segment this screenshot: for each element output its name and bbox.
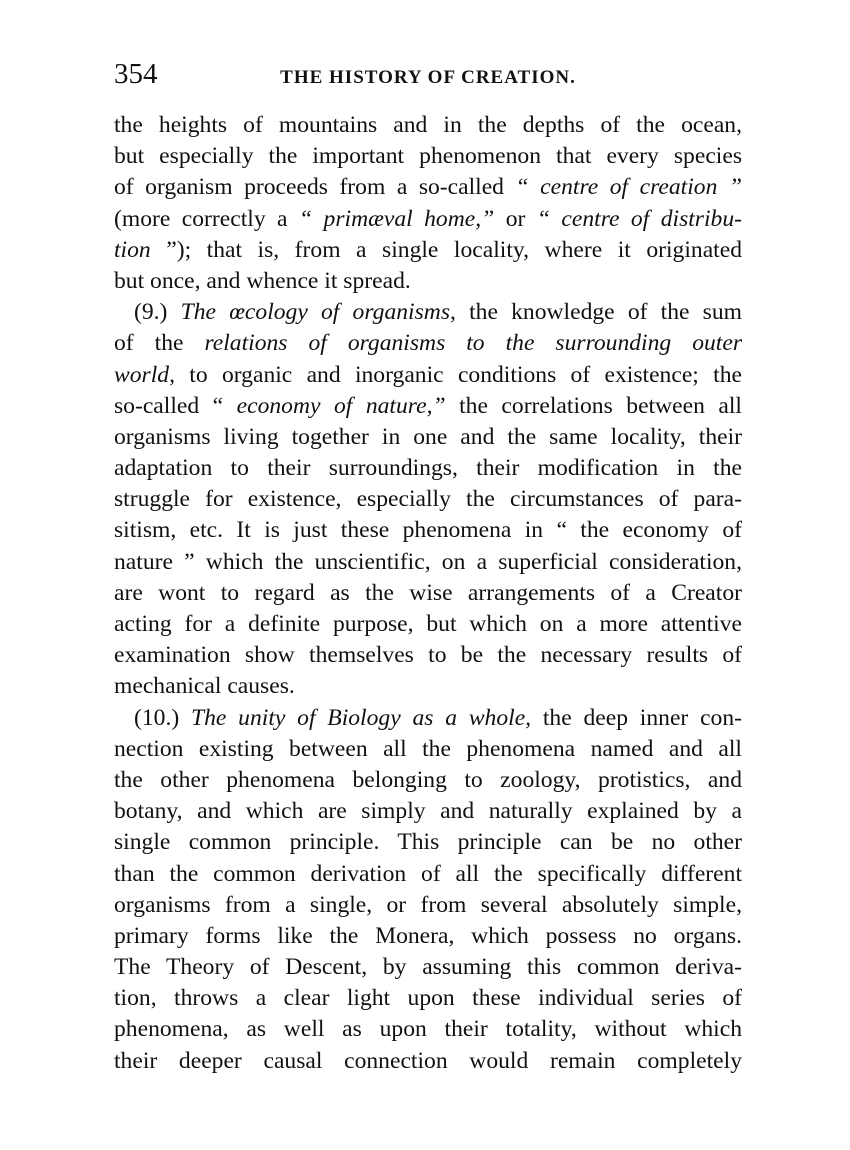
text-run: phenomena, as well as upon their totality, without which	[114, 1016, 742, 1043]
text-run: organisms from a single, or from several absolutely simple,	[114, 891, 742, 918]
text-run: mechanical causes.	[114, 673, 295, 700]
text-line	[114, 609, 742, 640]
text-line	[114, 266, 742, 297]
text-run: the correlations between all	[445, 392, 742, 419]
italic-text: “ primæval home,”	[298, 205, 495, 232]
text-run: adaptation to their surroundings, their modification in the	[114, 455, 742, 482]
text-run: primary forms like the Monera, which possess no organs.	[114, 922, 742, 949]
text-run: than the common derivation of all the specifically different	[114, 860, 742, 887]
text-line	[114, 671, 742, 702]
text-line	[114, 391, 742, 422]
text-run: sitism, etc. It is just these phenomena in “ the economy of	[114, 517, 742, 544]
text-run: single common principle. This principle can be no other	[114, 829, 742, 856]
text-run: struggle for existence, especially the circumstances of para-	[114, 486, 742, 513]
running-head: THE HISTORY OF CREATION.	[280, 67, 576, 88]
italic-text: relations of organisms to the surrounding outer	[204, 330, 742, 357]
italic-text: world,	[114, 361, 175, 388]
text-line	[114, 172, 742, 203]
text-line	[114, 765, 742, 796]
italic-text: “ centre of creation ”	[515, 174, 743, 201]
body-text	[114, 110, 742, 1077]
text-run: organisms living together in one and the same locality, their	[114, 423, 742, 450]
book-page	[114, 58, 742, 1077]
text-line	[114, 952, 742, 983]
text-run: but especially the important phenomenon that every species	[114, 143, 742, 170]
page-number: 354	[114, 58, 158, 90]
text-run: nature ” which the unscientific, on a superficial consideration,	[114, 548, 742, 575]
text-run: tion, throws a clear light upon these individual series of	[114, 985, 742, 1012]
text-line	[114, 328, 742, 359]
text-run: nection existing between all the phenomena named and all	[114, 735, 742, 762]
text-line	[114, 547, 742, 578]
text-run: or	[494, 205, 537, 232]
text-run: their deeper causal connection would remain completely	[114, 1047, 742, 1074]
text-line	[114, 453, 742, 484]
text-line	[114, 297, 742, 328]
text-run: (10.)	[134, 704, 191, 731]
italic-text: economy of nature,”	[236, 392, 446, 419]
text-run: (9.)	[134, 299, 181, 326]
text-run: (more correctly a	[114, 205, 299, 232]
text-line	[114, 110, 742, 141]
text-run: so-called “	[114, 392, 237, 419]
text-line	[114, 578, 742, 609]
text-line	[114, 796, 742, 827]
text-run: of organism proceeds from a so-called	[114, 174, 516, 201]
page-header	[114, 58, 742, 92]
text-line	[114, 827, 742, 858]
text-line	[114, 640, 742, 671]
text-line	[114, 360, 742, 391]
text-run: botany, and which are simply and naturally explained by a	[114, 798, 742, 825]
text-line	[114, 484, 742, 515]
text-run: of the	[114, 330, 205, 357]
text-run: to organic and inorganic conditions of existence; the	[174, 361, 742, 388]
text-line	[114, 703, 742, 734]
text-run: the other phenomena belonging to zoology, protistics, and	[114, 766, 742, 793]
text-run: the heights of mountains and in the depths of the ocean,	[114, 112, 742, 138]
text-line	[114, 422, 742, 453]
text-line	[114, 890, 742, 921]
text-run: acting for a definite purpose, but which on a more attentive	[114, 611, 742, 637]
italic-text: tion	[114, 236, 151, 263]
text-line	[114, 921, 742, 952]
text-line	[114, 235, 742, 266]
text-line	[114, 1046, 742, 1077]
text-line	[114, 859, 742, 890]
text-run: examination show themselves to be the necessary results of	[114, 642, 742, 669]
text-line	[114, 204, 742, 235]
text-run: the deep inner con-	[531, 704, 742, 731]
italic-text: “ centre of distribu-	[536, 205, 742, 232]
italic-text: The œcology of organisms,	[180, 299, 456, 326]
text-run: the knowledge of the sum	[455, 299, 743, 326]
text-run: are wont to regard as the wise arrangements of a Creator	[114, 579, 742, 606]
text-line	[114, 141, 742, 172]
italic-text: The unity of Biology as a whole,	[191, 704, 532, 731]
text-run: The Theory of Descent, by assuming this common deriva-	[114, 954, 742, 981]
text-line	[114, 734, 742, 765]
text-line	[114, 983, 742, 1014]
text-run: but once, and whence it spread.	[114, 267, 411, 294]
text-line	[114, 515, 742, 546]
text-run: ”); that is, from a single locality, where it originated	[150, 236, 742, 263]
text-line	[114, 1014, 742, 1045]
